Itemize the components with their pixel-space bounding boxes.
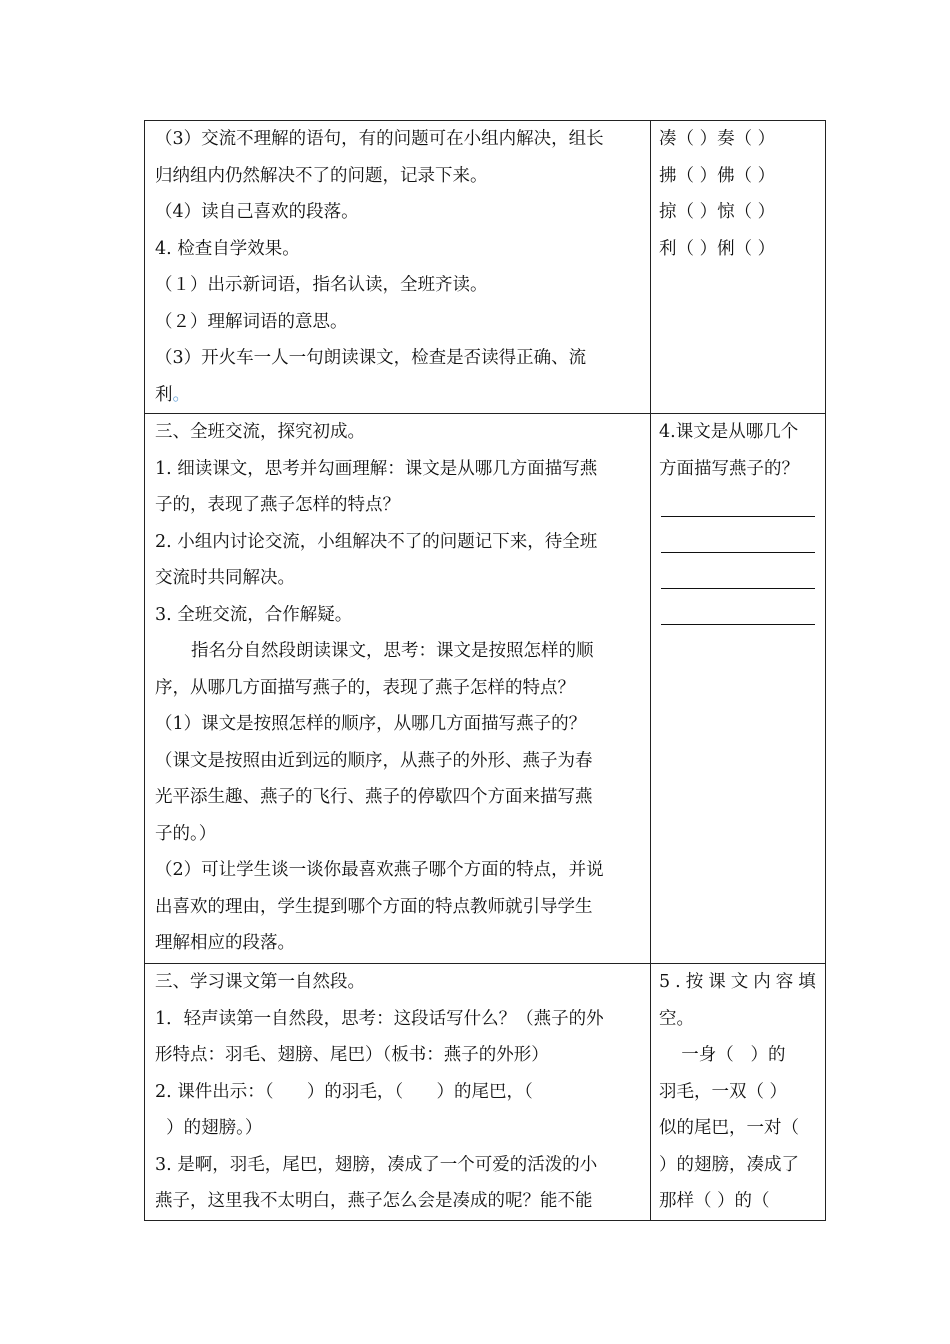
text-line: 子的。） — [155, 823, 217, 844]
question-line: 方面描写燕子的？ — [659, 458, 799, 479]
table-row — [145, 964, 826, 1221]
fill-blank-line: 那样（ ）的（ — [659, 1191, 770, 1211]
text-line: 1．轻声读第一自然段，思考：这段话写什么？（燕子的外 — [155, 1008, 604, 1029]
teaching-steps-cell — [145, 414, 651, 964]
text-line — [145, 377, 650, 414]
answer-blank-line[interactable] — [651, 487, 825, 523]
question-line: 4.课文是从哪几个 — [659, 422, 799, 442]
text-line: 出喜欢的理由，学生提到哪个方面的特点教师就引导学生 — [155, 896, 593, 917]
text-line: 4. 检查自学效果。 — [155, 238, 300, 259]
text-line: （3）交流不理解的语句，有的问题可在小组内解决，组长 — [155, 129, 604, 149]
char-pair-line: 利（ ）俐（ ） — [659, 238, 776, 259]
text-line: （课文是按照由近到远的顺序，从燕子的外形、燕子为春 — [155, 750, 593, 771]
exercise-cell — [651, 964, 826, 1221]
text-line: 3. 全班交流，合作解疑。 — [155, 604, 353, 625]
text-line: 交流时共同解决。 — [155, 568, 295, 588]
fill-blank-line: 似的尾巴，一对（ — [659, 1118, 799, 1138]
fill-blank-line: 羽毛，一双（ ） — [659, 1081, 788, 1102]
fill-blank-line: ）的翅膀，凑成了 — [659, 1154, 799, 1175]
text-line: （2）可让学生谈一谈你最喜欢燕子哪个方面的特点，并说 — [155, 860, 604, 880]
text-line: 形特点：羽毛、翅膀、尾巴）（板书：燕子的外形） — [155, 1045, 549, 1065]
char-pair-line: 拂（ ）佛（ ） — [659, 165, 776, 186]
text-line: 1. 细读课文，思考并勾画理解：课文是从哪几方面描写燕 — [155, 458, 598, 479]
text-line: 归纳组内仍然解决不了的问题，记录下来。 — [155, 165, 488, 186]
text-fragment: 利 — [155, 384, 173, 405]
text-line: （２）理解词语的意思。 — [155, 311, 348, 332]
exercise-cell — [651, 121, 826, 414]
table-row — [145, 121, 826, 414]
text-line: 三、学习课文第一自然段。 — [155, 972, 365, 992]
blue-period-mark: 。 — [172, 384, 190, 405]
question-line: 5.按课文内容填 — [659, 972, 821, 992]
text-line: 2. 小组内讨论交流，小组解决不了的问题记下来，待全班 — [155, 531, 598, 552]
text-line: （1）课文是按照怎样的顺序，从哪几方面描写燕子的？ — [155, 714, 587, 734]
text-line: （１）出示新词语，指名认读，全班齐读。 — [155, 275, 488, 295]
text-line: 2. 课件出示：（ ）的羽毛，（ ）的尾巴，（ — [155, 1081, 533, 1102]
char-pair-line: 掠（ ）惊（ ） — [659, 202, 776, 222]
question-line: 空。 — [659, 1008, 694, 1029]
text-line: 三、全班交流，探究初成。 — [155, 422, 365, 442]
teaching-steps-cell — [145, 964, 651, 1221]
text-line: 理解相应的段落。 — [155, 933, 295, 953]
text-line: 燕子，这里我不太明白，燕子怎么会是凑成的呢？能不能 — [155, 1191, 593, 1211]
char-pair-line: 凑（ ）奏（ ） — [659, 129, 776, 149]
text-line: 3. 是啊，羽毛，尾巴，翅膀，凑成了一个可爱的活泼的小 — [155, 1154, 598, 1175]
table-row — [145, 414, 826, 964]
text-line: （4）读自己喜欢的段落。 — [155, 202, 359, 222]
text-line: 序，从哪几方面描写燕子的，表现了燕子怎样的特点？ — [155, 677, 575, 698]
fill-blank-line: 一身（ ）的 — [659, 1045, 786, 1065]
text-line: （3）开火车一人一句朗读课文，检查是否读得正确、流 — [155, 348, 587, 368]
teaching-steps-cell — [145, 121, 651, 414]
answer-blank-line[interactable] — [651, 523, 825, 559]
answer-blank-line[interactable] — [651, 559, 825, 595]
text-line: 指名分自然段朗读课文，思考：课文是按照怎样的顺 — [191, 641, 594, 661]
lesson-plan-table — [144, 120, 826, 1221]
text-line: ）的翅膀。） — [155, 1118, 263, 1138]
exercise-cell — [651, 414, 826, 964]
text-line: 光平添生趣、燕子的飞行、燕子的停歇四个方面来描写燕 — [155, 787, 593, 807]
answer-blank-line[interactable] — [651, 595, 825, 631]
text-line: 子的，表现了燕子怎样的特点？ — [155, 495, 400, 515]
